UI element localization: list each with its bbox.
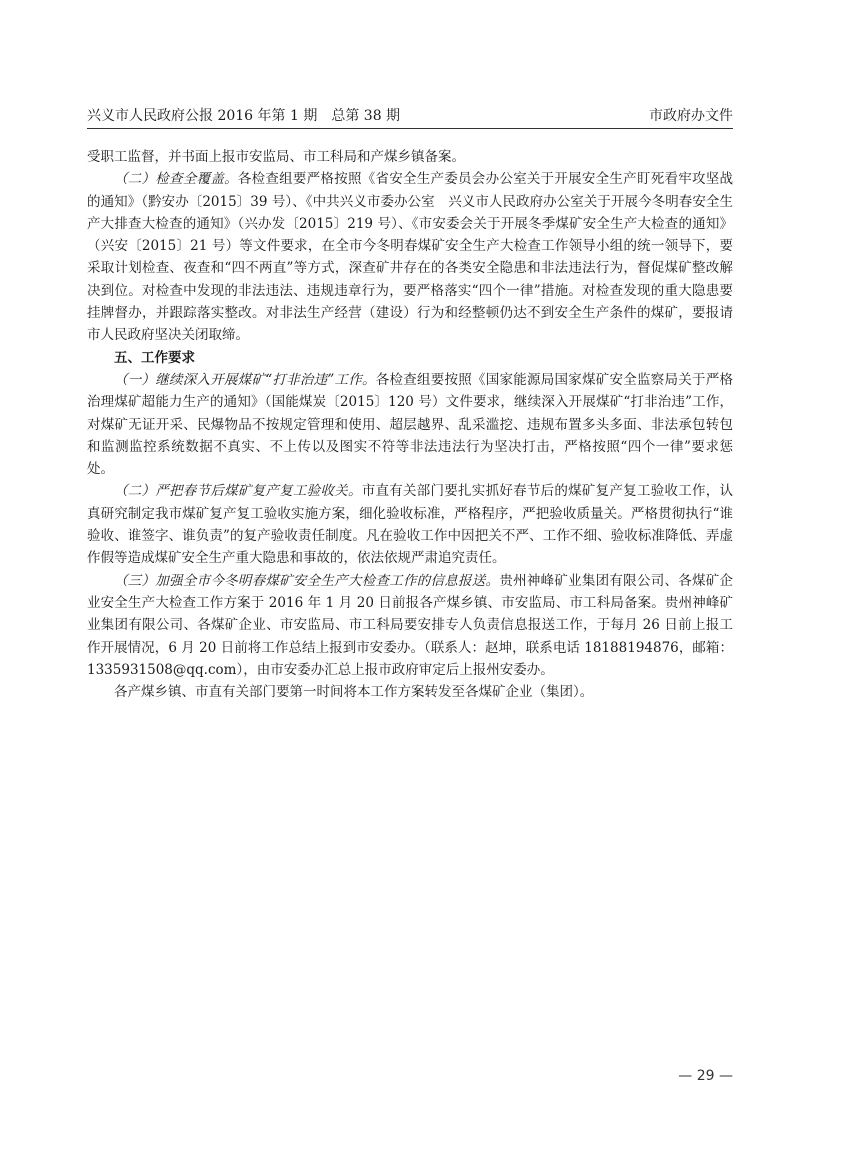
paragraph-1-text: 受职工监督，并书面上报市安监局、市工科局和产煤乡镇备案。 <box>87 149 465 165</box>
paragraph-2-heading: （二）检查全覆盖。 <box>114 171 238 188</box>
paragraph-3-text: 各检查组要按照《国家能源局国家煤矿安全监察局关于严格治理煤矿超能力生产的通知》（国能煤炭〔2015〕120 号）文件要求，继续深入开展煤矿“打非治违”工作，对煤矿无证开采、民爆物品不按规定管理和使用、超层越界、乱采滥挖、违规布置多头多面、非法承包转包和监测监控系统数据不真实、不上传以及图实不符等非法违法行为坚决打击，严格按照“四个一律”要求惩处。 <box>87 371 733 478</box>
header-publication-title: 兴义市人民政府公报 2016 年第 1 期 总第 38 期 <box>87 108 401 124</box>
paragraph-5 <box>87 570 733 681</box>
paragraph-4-text: 市直有关部门要扎实抓好春节后的煤矿复产复工验收工作，认真研究制定我市煤矿复产复工验收实施方案，细化验收标准，严格程序，严把验收质量关。严格贯彻执行“谁验收、谁签字、谁负责”的复产验收责任制度。凡在验收工作中因把关不严、工作不细、验收标准降低、弄虚作假等造成煤矿安全生产重大隐患和事故的，依法依规严肃追究责任。 <box>87 483 734 567</box>
paragraph-5-text: 贵州神峰矿业集团有限公司、各煤矿企业安全生产大检查工作方案于 2016 年 1 月 20 日前报各产煤乡镇、市安监局、市工科局备案。贵州神峰矿业集团有限公司、各煤矿企业、市安监局、市工科局要安排专人负责信息报送工作，于每月 26 日前上报工作开展情况，6 月 20 日前将工作总结上报到市安委办。（联系人：赵坤，联系电话 18188194876，邮箱：1335931508@qq.com），由市安委办汇总上报市政府审定后上报州安委办。 <box>87 572 734 678</box>
document-body <box>87 146 733 703</box>
paragraph-3 <box>87 369 733 480</box>
paragraph-3-heading: （一）继续深入开展煤矿“打非治违”工作。 <box>114 371 376 388</box>
paragraph-2-text: 各检查组要严格按照《省安全生产委员会办公室关于开展安全生产盯死看牢攻坚战的通知》（黔安办〔2015〕39 号）、《中共兴义市委办公室 兴义市人民政府办公室关于开展今冬明春安全生产大排查大检查的通知》（兴办发〔2015〕219 号）、《市安委会关于开展冬季煤矿安全生产大检查的通知》（兴安〔2015〕21 号）等文件要求，在全市今冬明春煤矿安全生产大检查工作领导小组的统一领导下，要采取计划检查、夜查和“四不两直”等方式，深查矿井存在的各类安全隐患和非法违法行为，督促煤矿整改解决到位。对检查中发现的非法违法、违规违章行为，要严格落实“四个一律”措施。对检查发现的重大隐患要挂牌督办，并跟踪落实整改。对非法生产经营（建设）行为和经整顿仍达不到安全生产条件的煤矿，要报请市人民政府坚决关闭取缔。 <box>87 171 734 344</box>
paragraph-5-heading: （三）加强全市今冬明春煤矿安全生产大检查工作的信息报送。 <box>114 572 500 589</box>
header-section-title: 市政府办文件 <box>649 108 733 124</box>
paragraph-6 <box>87 681 733 703</box>
paragraph-4-heading: （二）严把春节后煤矿复产复工验收关。 <box>114 483 362 500</box>
section-heading-work-requirements <box>87 347 733 369</box>
page-number: — 29 — <box>678 1068 733 1084</box>
page-header <box>87 106 733 129</box>
paragraph-2 <box>87 168 733 346</box>
paragraph-1 <box>87 146 733 168</box>
paragraph-6-text: 各产煤乡镇、市直有关部门要第一时间将本工作方案转发至各煤矿企业（集团）。 <box>114 684 594 701</box>
section-heading-text: 五、工作要求 <box>114 349 195 366</box>
paragraph-4 <box>87 480 733 569</box>
